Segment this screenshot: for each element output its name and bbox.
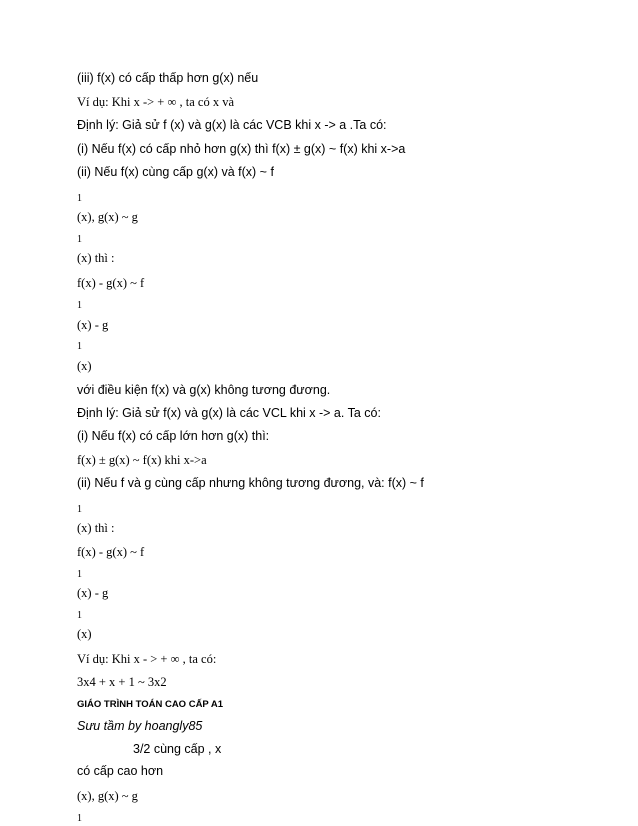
theorem-line: Định lý: Giả sử f(x) và g(x) là các VCL khi x -> a. Ta có: bbox=[77, 406, 381, 420]
text-line: 3/2 cùng cấp , x bbox=[133, 742, 222, 756]
text-line: (x), g(x) ~ g bbox=[77, 789, 138, 803]
text-line: (x) - g bbox=[77, 586, 109, 600]
subscript-line: 1 bbox=[77, 341, 82, 352]
text-line: f(x) - g(x) ~ f bbox=[77, 545, 145, 559]
text-line: f(x) - g(x) ~ f bbox=[77, 276, 145, 290]
text-line: (x) bbox=[77, 359, 92, 373]
text-line: Ví dụ: Khi x - > + ∞ , ta có: bbox=[77, 652, 217, 666]
text-line: (ii) Nếu f(x) cùng cấp g(x) và f(x) ~ f bbox=[77, 165, 274, 179]
text-line: (x), g(x) ~ g bbox=[77, 210, 138, 224]
subscript-line: 1 bbox=[77, 504, 82, 515]
text-line: (i) Nếu f(x) có cấp lớn hơn g(x) thì: bbox=[77, 429, 270, 443]
theorem-line: Định lý: Giả sử f (x) và g(x) là các VCB khi x -> a .Ta có: bbox=[77, 118, 387, 132]
subscript-line: 1 bbox=[77, 813, 82, 824]
subscript-line: 1 bbox=[77, 234, 82, 245]
text-line: (i) Nếu f(x) có cấp nhỏ hơn g(x) thì f(x) ± g(x) ~ f(x) khi x->a bbox=[77, 142, 406, 156]
subscript-line: 1 bbox=[77, 300, 82, 311]
text-line: (x) bbox=[77, 627, 92, 641]
subscript-line: 1 bbox=[77, 569, 82, 580]
text-line: (x) - g bbox=[77, 318, 109, 332]
text-line: Ví dụ: Khi x -> + ∞ , ta có x và bbox=[77, 95, 235, 109]
section-heading: GIÁO TRÌNH TOÁN CAO CẤP A1 bbox=[77, 699, 224, 710]
text-line: (iii) f(x) có cấp thấp hơn g(x) nếu bbox=[77, 71, 259, 85]
text-line: 3x4 + x + 1 ~ 3x2 bbox=[77, 675, 167, 689]
text-line: (ii) Nếu f và g cùng cấp nhưng không tương đương, và: f(x) ~ f bbox=[77, 476, 424, 490]
subscript-line: 1 bbox=[77, 193, 82, 204]
subscript-line: 1 bbox=[77, 610, 82, 621]
text-line: với điều kiện f(x) và g(x) không tương đương. bbox=[77, 383, 331, 397]
attribution-line: Sưu tầm by hoangly85 bbox=[77, 719, 203, 733]
text-line: (x) thì : bbox=[77, 521, 115, 535]
text-line: (x) thì : bbox=[77, 251, 115, 265]
text-line: có cấp cao hơn bbox=[77, 764, 164, 778]
text-line: f(x) ± g(x) ~ f(x) khi x->a bbox=[77, 453, 207, 467]
